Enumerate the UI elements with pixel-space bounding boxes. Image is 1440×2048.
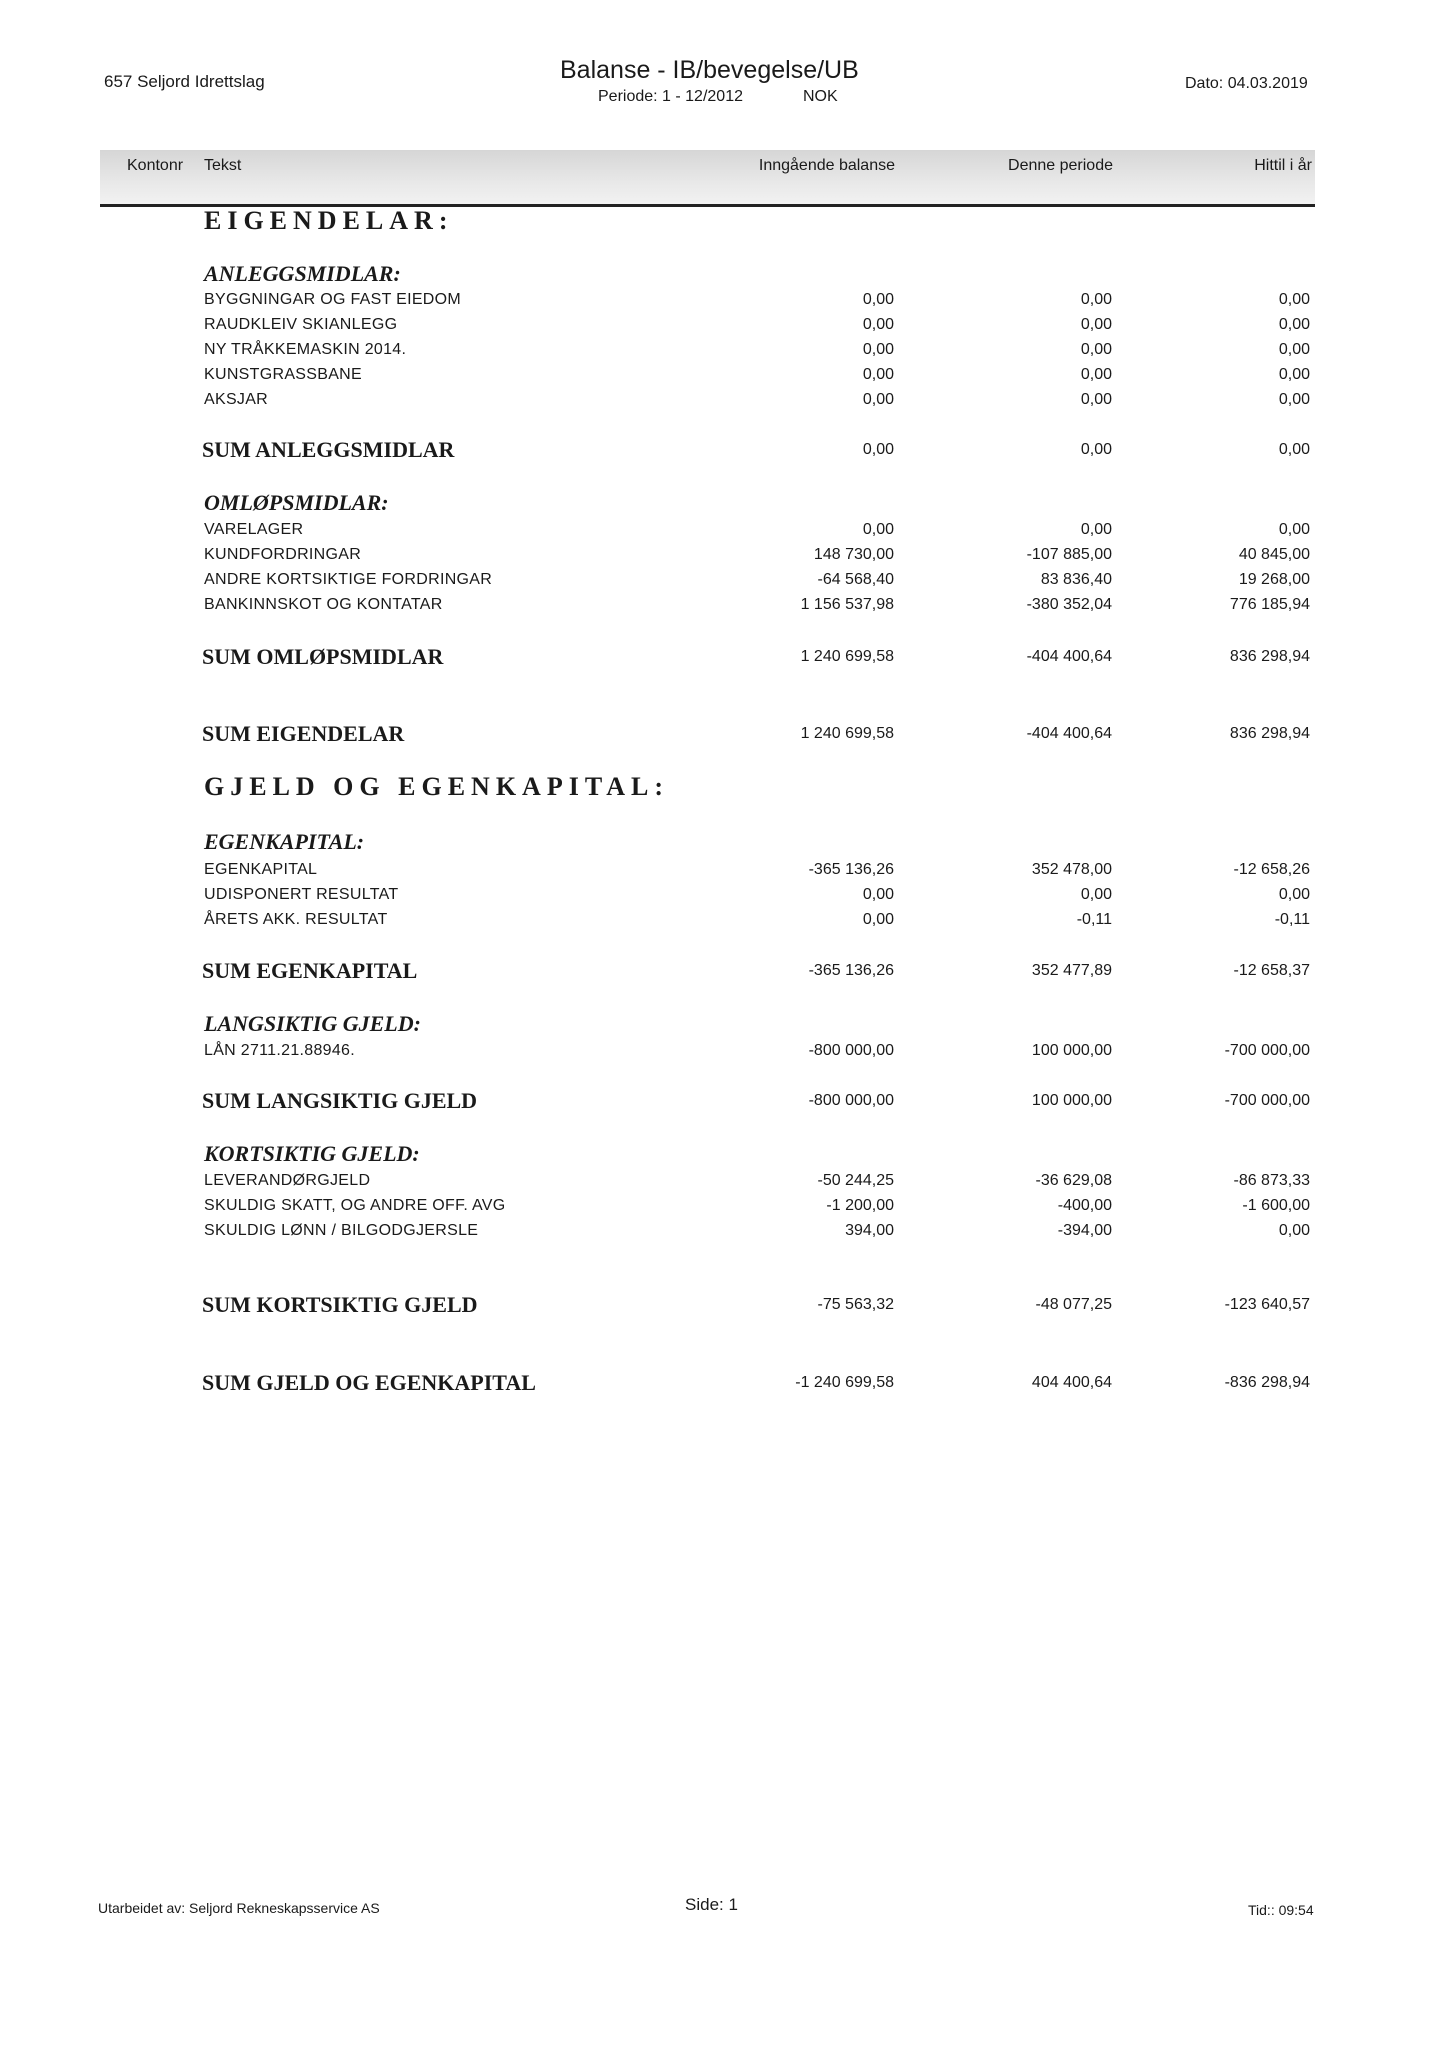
account-row-label: VARELAGER — [204, 521, 304, 538]
sum-period: -48 077,25 — [1035, 1296, 1112, 1313]
amount-period: 352 478,00 — [1031, 861, 1112, 878]
sum-period: -404 400,64 — [1026, 725, 1112, 742]
account-row-label: RAUDKLEIV SKIANLEGG — [204, 316, 398, 333]
group-heading-kortsiktig-gjeld: KORTSIKTIG GJELD: — [204, 1141, 420, 1166]
amount-hittil: 0,00 — [1278, 341, 1310, 358]
account-row-label: SKULDIG LØNN / BILGODGJERSLE — [204, 1222, 479, 1239]
sum-label: SUM EGENKAPITAL — [202, 958, 418, 983]
amount-ib: 0,00 — [862, 316, 894, 333]
account-row-label: AKSJAR — [204, 391, 269, 408]
amount-hittil: 19 268,00 — [1238, 571, 1310, 588]
amount-hittil: -12 658,26 — [1233, 861, 1310, 878]
amount-hittil: 0,00 — [1278, 366, 1310, 383]
sum-hittil: 836 298,94 — [1229, 725, 1310, 742]
section-heading-eigendelar: EIGENDELAR: — [204, 206, 454, 235]
section-heading-gjeld-og-egenkapital: GJELD OG EGENKAPITAL: — [204, 772, 670, 801]
amount-ib: 0,00 — [862, 341, 894, 358]
amount-period: -0,11 — [1076, 911, 1112, 928]
amount-hittil: 0,00 — [1278, 521, 1310, 538]
account-row-label: EGENKAPITAL — [204, 861, 318, 878]
amount-period: 0,00 — [1080, 291, 1112, 308]
sum-hittil: -123 640,57 — [1224, 1296, 1310, 1313]
amount-ib: 0,00 — [862, 521, 894, 538]
report-date: Dato: 04.03.2019 — [1185, 75, 1308, 92]
group-heading-anleggsmidlar: ANLEGGSMIDLAR: — [204, 261, 401, 286]
sum-period: 100 000,00 — [1031, 1092, 1112, 1109]
account-row-label: KUNSTGRASSBANE — [204, 366, 363, 383]
account-row-label: KUNDFORDRINGAR — [204, 546, 362, 563]
amount-ib: 0,00 — [862, 366, 894, 383]
sum-hittil: -700 000,00 — [1224, 1092, 1310, 1109]
account-row-label: UDISPONERT RESULTAT — [204, 886, 399, 903]
prepared-by: Utarbeidet av: Seljord Rekneskapsservice AS — [98, 1900, 380, 1916]
amount-hittil: -86 873,33 — [1233, 1172, 1310, 1189]
column-inngaende-balanse: Inngående balanse — [758, 157, 895, 174]
amount-ib: 0,00 — [862, 886, 894, 903]
amount-period: 83 836,40 — [1040, 571, 1112, 588]
amount-ib: -50 244,25 — [817, 1172, 894, 1189]
report-title: Balanse - IB/bevegelse/UB — [560, 56, 859, 84]
amount-hittil: 0,00 — [1278, 886, 1310, 903]
amount-hittil: 40 845,00 — [1238, 546, 1310, 563]
column-tekst: Tekst — [204, 157, 242, 174]
sum-label: SUM EIGENDELAR — [202, 721, 405, 746]
group-heading-langsiktig-gjeld: LANGSIKTIG GJELD: — [204, 1011, 421, 1036]
amount-hittil: -0,11 — [1274, 911, 1310, 928]
amount-period: 0,00 — [1080, 366, 1112, 383]
amount-hittil: -700 000,00 — [1224, 1042, 1310, 1059]
sum-ib: 1 240 699,58 — [800, 648, 894, 665]
account-row-label: BYGGNINGAR OG FAST EIEDOM — [204, 291, 462, 308]
amount-ib: -800 000,00 — [808, 1042, 894, 1059]
sum-label: SUM OMLØPSMIDLAR — [202, 644, 444, 669]
amount-ib: 148 730,00 — [813, 546, 894, 563]
amount-ib: 0,00 — [862, 391, 894, 408]
company-name: 657 Seljord Idrettslag — [104, 72, 265, 91]
sum-hittil: 836 298,94 — [1229, 648, 1310, 665]
sum-ib: -1 240 699,58 — [795, 1374, 894, 1391]
amount-ib: 0,00 — [862, 291, 894, 308]
amount-period: 0,00 — [1080, 886, 1112, 903]
amount-period: 0,00 — [1080, 316, 1112, 333]
sum-hittil: 0,00 — [1278, 441, 1310, 458]
column-denne-periode: Denne periode — [1008, 157, 1113, 174]
amount-ib: 394,00 — [845, 1222, 894, 1239]
sum-ib: -365 136,26 — [808, 962, 894, 979]
amount-ib: -365 136,26 — [808, 861, 894, 878]
amount-period: -36 629,08 — [1035, 1172, 1112, 1189]
report-currency: NOK — [803, 88, 838, 105]
account-row-label: LEVERANDØRGJELD — [204, 1172, 371, 1189]
account-row-label: BANKINNSKOT OG KONTATAR — [204, 596, 443, 613]
column-hittil-i-ar: Hittil i år — [1254, 157, 1312, 174]
report-period: Periode: 1 - 12/2012 — [598, 88, 743, 105]
amount-period: 0,00 — [1080, 521, 1112, 538]
account-row-label: ANDRE KORTSIKTIGE FORDRINGAR — [204, 571, 493, 588]
amount-hittil: 776 185,94 — [1229, 596, 1310, 613]
group-heading-omlopsmidlar: OMLØPSMIDLAR: — [204, 490, 389, 515]
page-number: Side: 1 — [685, 1895, 738, 1914]
print-time: Tid:: 09:54 — [1248, 1902, 1314, 1918]
amount-hittil: 0,00 — [1278, 316, 1310, 333]
sum-period: 404 400,64 — [1031, 1374, 1112, 1391]
column-header-bar — [100, 150, 1315, 207]
sum-label: SUM KORTSIKTIG GJELD — [202, 1292, 478, 1317]
amount-ib: 0,00 — [862, 911, 894, 928]
sum-period: 352 477,89 — [1031, 962, 1112, 979]
sum-ib: -75 563,32 — [817, 1296, 894, 1313]
amount-ib: 1 156 537,98 — [800, 596, 894, 613]
sum-label: SUM ANLEGGSMIDLAR — [202, 437, 455, 462]
amount-ib: -64 568,40 — [817, 571, 894, 588]
amount-period: -394,00 — [1057, 1222, 1112, 1239]
column-kontonr: Kontonr — [127, 157, 184, 174]
amount-period: 100 000,00 — [1031, 1042, 1112, 1059]
sum-ib: 0,00 — [862, 441, 894, 458]
amount-period: 0,00 — [1080, 391, 1112, 408]
sum-hittil: -836 298,94 — [1224, 1374, 1310, 1391]
sum-period: -404 400,64 — [1026, 648, 1112, 665]
amount-hittil: 0,00 — [1278, 1222, 1310, 1239]
account-row-label: ÅRETS AKK. RESULTAT — [204, 911, 388, 928]
group-heading-egenkapital: EGENKAPITAL: — [204, 829, 365, 854]
account-row-label: LÅN 2711.21.88946. — [204, 1042, 356, 1059]
sum-label: SUM LANGSIKTIG GJELD — [202, 1088, 478, 1113]
sum-period: 0,00 — [1080, 441, 1112, 458]
sum-ib: -800 000,00 — [808, 1092, 894, 1109]
account-row-label: SKULDIG SKATT, OG ANDRE OFF. AVG — [204, 1197, 506, 1214]
sum-ib: 1 240 699,58 — [800, 725, 894, 742]
account-row-label: NY TRÅKKEMASKIN 2014. — [204, 341, 407, 358]
amount-period: -380 352,04 — [1026, 596, 1112, 613]
amount-period: -107 885,00 — [1026, 546, 1112, 563]
amount-hittil: 0,00 — [1278, 291, 1310, 308]
amount-period: -400,00 — [1057, 1197, 1112, 1214]
amount-period: 0,00 — [1080, 341, 1112, 358]
amount-hittil: -1 600,00 — [1242, 1197, 1310, 1214]
amount-ib: -1 200,00 — [826, 1197, 894, 1214]
sum-label: SUM GJELD OG EGENKAPITAL — [202, 1370, 536, 1395]
amount-hittil: 0,00 — [1278, 391, 1310, 408]
sum-hittil: -12 658,37 — [1233, 962, 1310, 979]
